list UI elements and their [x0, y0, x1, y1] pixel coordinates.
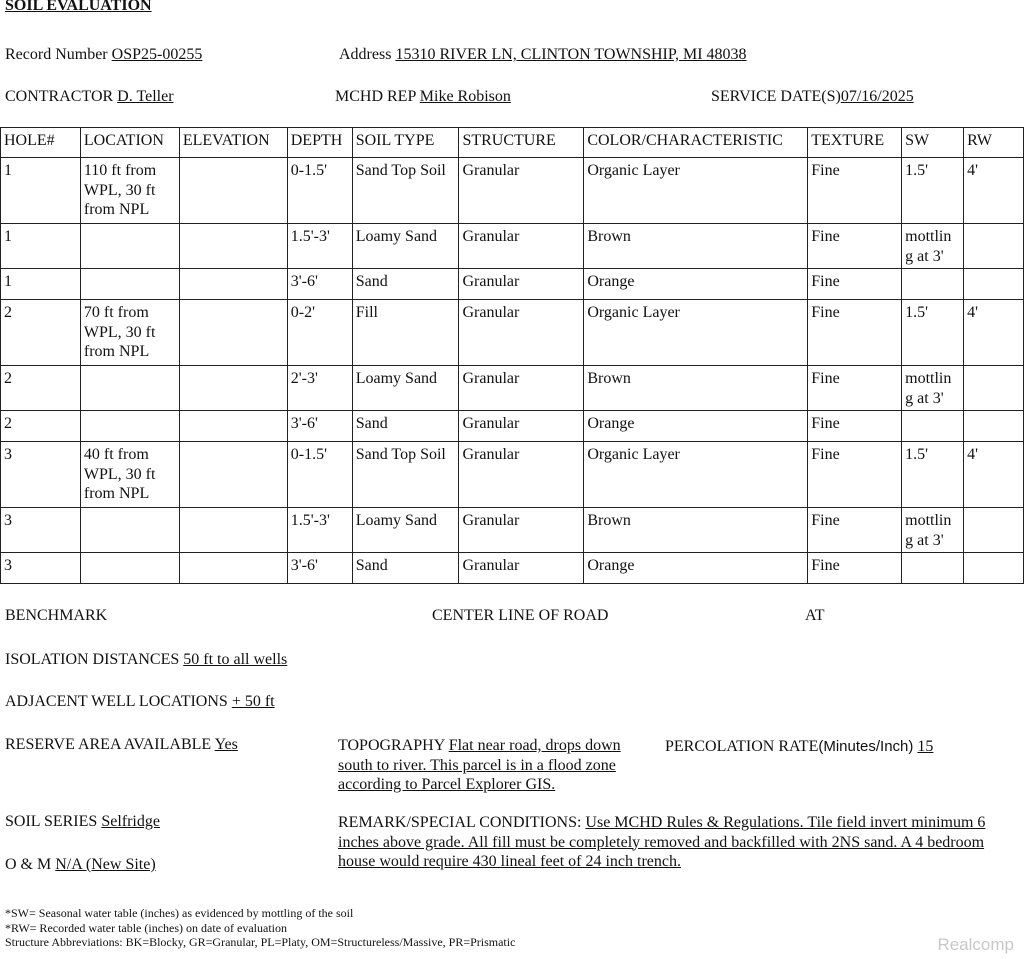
cell-structure: Granular: [459, 553, 584, 584]
header-sw: SW: [902, 128, 964, 158]
table-row: [1, 553, 1024, 584]
cell-color: Brown: [584, 508, 808, 553]
cell-color: Brown: [584, 366, 808, 411]
adjacent-well-label: ADJACENT WELL LOCATIONS: [5, 693, 228, 710]
cell-structure: Granular: [459, 442, 584, 508]
cell-sw: mottlin g at 3': [902, 224, 964, 269]
isolation-label: ISOLATION DISTANCES: [5, 651, 180, 668]
cell-hole: 3: [1, 553, 81, 584]
cell-location: [80, 553, 179, 584]
cell-location: 70 ft from WPL, 30 ft from NPL: [80, 300, 179, 366]
cell-rw: [964, 269, 1024, 300]
cell-location: 110 ft from WPL, 30 ft from NPL: [80, 158, 179, 224]
cell-soil-type: Loamy Sand: [352, 366, 459, 411]
header-hole: HOLE#: [1, 128, 81, 158]
percolation-label: PERCOLATION RATE: [665, 738, 819, 755]
table-row: [1, 366, 1024, 411]
cell-hole: 2: [1, 366, 81, 411]
cell-rw: 4': [964, 300, 1024, 366]
adjacent-well-value: + 50 ft: [231, 693, 275, 710]
cell-elevation: [179, 366, 287, 411]
remark-special-conditions: [338, 813, 1014, 872]
soil-table: [0, 127, 1024, 584]
cell-color: Brown: [584, 224, 808, 269]
cell-texture: Fine: [808, 300, 902, 366]
table-row: [1, 442, 1024, 508]
footnote-sw: *SW= Seasonal water table (inches) as evidenced by mottling of the soil: [5, 906, 354, 920]
header-rw: RW: [964, 128, 1024, 158]
cell-soil-type: Sand Top Soil: [352, 442, 459, 508]
mchd-rep: [335, 88, 511, 106]
header-color: COLOR/CHARACTERISTIC: [584, 128, 808, 158]
soil-series: [5, 813, 160, 831]
cell-texture: Fine: [808, 411, 902, 442]
header-structure: STRUCTURE: [459, 128, 584, 158]
table-row: [1, 269, 1024, 300]
cell-color: Orange: [584, 411, 808, 442]
cell-depth: 3'-6': [287, 269, 352, 300]
address-value: 15310 RIVER LN, CLINTON TOWNSHIP, MI 48038: [395, 46, 747, 63]
cell-hole: 1: [1, 158, 81, 224]
cell-structure: Granular: [459, 158, 584, 224]
service-date-label: SERVICE DATE(S): [711, 88, 841, 105]
header-depth: DEPTH: [287, 128, 352, 158]
cell-elevation: [179, 442, 287, 508]
cell-color: Organic Layer: [584, 442, 808, 508]
address: [339, 46, 747, 64]
cell-soil-type: Fill: [352, 300, 459, 366]
contractor-label: CONTRACTOR: [5, 88, 114, 105]
record-number-value: OSP25-00255: [111, 46, 203, 63]
contractor-value: D. Teller: [117, 88, 174, 105]
table-row: [1, 224, 1024, 269]
cell-depth: 1.5'-3': [287, 508, 352, 553]
cell-sw: mottlin g at 3': [902, 366, 964, 411]
contractor: [5, 88, 174, 106]
cell-sw: [902, 269, 964, 300]
table-row: [1, 411, 1024, 442]
cell-texture: Fine: [808, 442, 902, 508]
cell-depth: 2'-3': [287, 366, 352, 411]
reserve-value: Yes: [214, 736, 238, 753]
cell-elevation: [179, 269, 287, 300]
table-row: [1, 158, 1024, 224]
om-label: O & M: [5, 856, 52, 873]
table-row: [1, 300, 1024, 366]
cell-soil-type: Loamy Sand: [352, 508, 459, 553]
cell-elevation: [179, 158, 287, 224]
cell-hole: 3: [1, 508, 81, 553]
cell-hole: 1: [1, 224, 81, 269]
address-label: Address: [339, 46, 392, 63]
cell-rw: [964, 411, 1024, 442]
cell-elevation: [179, 553, 287, 584]
cell-depth: 0-2': [287, 300, 352, 366]
footnote-rw: *RW= Recorded water table (inches) on date of evaluation: [5, 920, 287, 935]
cell-depth: 3'-6': [287, 553, 352, 584]
mchd-rep-value: Mike Robison: [419, 88, 511, 105]
adjacent-well-locations: [5, 693, 275, 711]
cell-depth: 0-1.5': [287, 158, 352, 224]
cell-structure: Granular: [459, 224, 584, 269]
cell-location: [80, 366, 179, 411]
header-location: LOCATION: [80, 128, 179, 158]
cell-sw: 1.5': [902, 442, 964, 508]
soil-series-value: Selfridge: [101, 813, 160, 830]
topography-label: TOPOGRAPHY: [338, 737, 445, 754]
isolation-value: 50 ft to all wells: [183, 651, 288, 668]
cell-color: Organic Layer: [584, 300, 808, 366]
cell-depth: 3'-6': [287, 411, 352, 442]
cell-location: 40 ft from WPL, 30 ft from NPL: [80, 442, 179, 508]
o-and-m: [5, 856, 156, 874]
cell-elevation: [179, 411, 287, 442]
cell-soil-type: Sand: [352, 411, 459, 442]
cell-rw: [964, 508, 1024, 553]
om-value: N/A (New Site): [55, 856, 156, 873]
cell-color: Orange: [584, 553, 808, 584]
cell-hole: 3: [1, 442, 81, 508]
cell-sw: mottlin g at 3': [902, 508, 964, 553]
cell-location: [80, 269, 179, 300]
cell-sw: 1.5': [902, 158, 964, 224]
record-number: [5, 46, 202, 64]
cell-depth: 0-1.5': [287, 442, 352, 508]
cell-elevation: [179, 224, 287, 269]
cell-elevation: [179, 300, 287, 366]
cell-structure: Granular: [459, 366, 584, 411]
cell-soil-type: Sand Top Soil: [352, 158, 459, 224]
cell-soil-type: Sand: [352, 269, 459, 300]
topography-value: Flat near road, drops down south to river. This parcel is in a flood zone according to Parcel Explorer GIS.: [338, 737, 621, 793]
cell-rw: [964, 553, 1024, 584]
reserve-label: RESERVE AREA AVAILABLE: [5, 736, 212, 753]
cell-location: [80, 224, 179, 269]
cell-structure: Granular: [459, 269, 584, 300]
cell-color: Orange: [584, 269, 808, 300]
cell-texture: Fine: [808, 508, 902, 553]
cell-texture: Fine: [808, 269, 902, 300]
cell-texture: Fine: [808, 553, 902, 584]
cell-hole: 2: [1, 300, 81, 366]
cell-structure: Granular: [459, 508, 584, 553]
cell-hole: 2: [1, 411, 81, 442]
remark-label: REMARK/SPECIAL CONDITIONS:: [338, 814, 582, 831]
cell-sw: 1.5': [902, 300, 964, 366]
cell-texture: Fine: [808, 366, 902, 411]
cell-location: [80, 508, 179, 553]
footnote-structure-abbreviations: Structure Abbreviations: BK=Blocky, GR=Granular, PL=Platy, OM=Structureless/Massive, PR=Prismatic: [5, 935, 516, 949]
cell-rw: 4': [964, 158, 1024, 224]
record-number-label: Record Number: [5, 46, 108, 63]
remark-value: Use MCHD Rules & Regulations. Tile field invert minimum 6 inches above grade. All fill must be completely removed and backfilled with 2NS sand. A 4 bedroom house would require 430 lineal feet of 24 inch trench.: [338, 814, 986, 870]
topography: [338, 736, 656, 795]
percolation-value: 15: [917, 738, 934, 755]
service-date: [711, 88, 914, 106]
cell-hole: 1: [1, 269, 81, 300]
cell-texture: Fine: [808, 158, 902, 224]
center-line-label: CENTER LINE OF ROAD: [432, 607, 609, 624]
header-soil-type: SOIL TYPE: [352, 128, 459, 158]
at-label: AT: [805, 607, 825, 624]
mchd-rep-label: MCHD REP: [335, 88, 416, 105]
header-texture: TEXTURE: [808, 128, 902, 158]
cell-color: Organic Layer: [584, 158, 808, 224]
service-date-value: 07/16/2025: [840, 88, 914, 105]
footnotes: [5, 906, 515, 950]
header-elevation: ELEVATION: [179, 128, 287, 158]
cell-rw: [964, 224, 1024, 269]
percolation-unit: (Minutes/Inch): [818, 738, 914, 755]
page-title: SOIL EVALUATION: [5, 0, 152, 14]
benchmark-label: BENCHMARK: [5, 607, 108, 624]
soil-series-label: SOIL SERIES: [5, 813, 98, 830]
table-header-row: [1, 128, 1024, 158]
cell-structure: Granular: [459, 300, 584, 366]
cell-rw: 4': [964, 442, 1024, 508]
percolation-rate: [665, 738, 933, 756]
realcomp-watermark: Realcomp: [937, 935, 1014, 954]
cell-location: [80, 411, 179, 442]
cell-soil-type: Loamy Sand: [352, 224, 459, 269]
cell-rw: [964, 366, 1024, 411]
cell-texture: Fine: [808, 224, 902, 269]
cell-soil-type: Sand: [352, 553, 459, 584]
table-row: [1, 508, 1024, 553]
isolation-distances: [5, 651, 287, 669]
cell-sw: [902, 553, 964, 584]
cell-depth: 1.5'-3': [287, 224, 352, 269]
cell-elevation: [179, 508, 287, 553]
cell-sw: [902, 411, 964, 442]
cell-structure: Granular: [459, 411, 584, 442]
reserve-area: [5, 736, 238, 754]
